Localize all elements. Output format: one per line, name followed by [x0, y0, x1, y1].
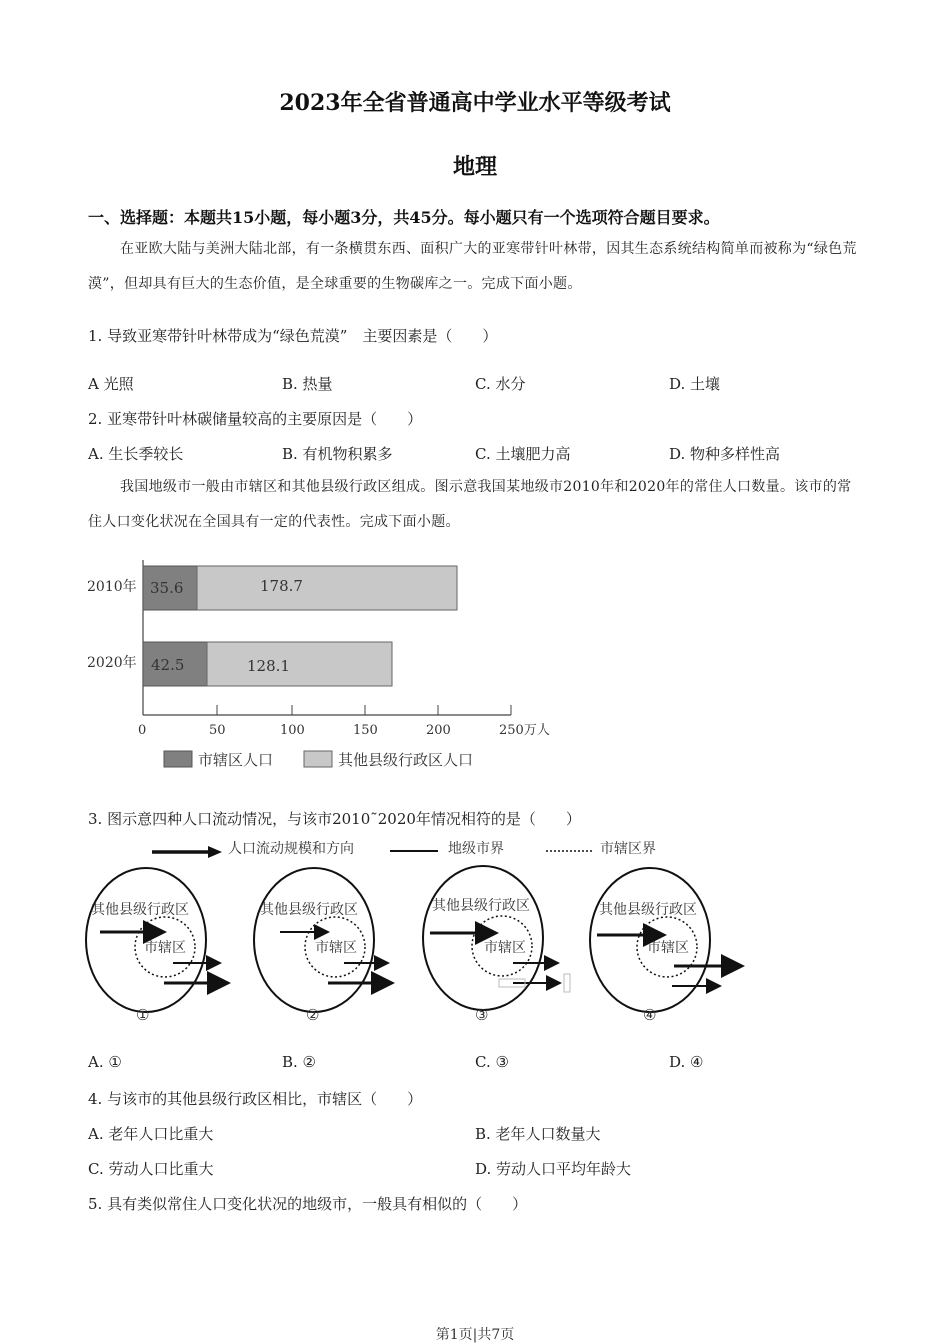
- svg-text:市辖区: 市辖区: [484, 940, 526, 956]
- subject-title: 地理: [452, 154, 497, 180]
- flow-panel-1: [86, 868, 228, 1024]
- question-5-stem: 5. 具有类似常住人口变化状况的地级市，一般具有相似的（ ）: [88, 1195, 528, 1213]
- svg-text:其他县级行政区: 其他县级行政区: [91, 902, 189, 918]
- q2-option-d[interactable]: D. 物种多样性高: [669, 445, 781, 463]
- svg-text:其他县级行政区: 其他县级行政区: [432, 898, 530, 914]
- arrow-icon: [208, 846, 222, 858]
- q4-option-a[interactable]: A. 老年人口比重大: [88, 1125, 214, 1143]
- q1-option-a[interactable]: A 光照: [88, 375, 134, 393]
- svg-text:②: ②: [306, 1006, 320, 1024]
- svg-text:其他县级行政区: 其他县级行政区: [599, 902, 697, 918]
- q2-option-b[interactable]: B. 有机物积累多: [282, 445, 393, 463]
- flow-diagram: [80, 862, 780, 1032]
- q1-option-c[interactable]: C. 水分: [475, 375, 526, 393]
- q4-option-c[interactable]: C. 劳动人口比重大: [88, 1160, 214, 1178]
- svg-text:④: ④: [643, 1006, 657, 1024]
- flow-panel-2: [254, 868, 392, 1024]
- svg-text:市辖区: 市辖区: [315, 940, 357, 956]
- svg-text:市辖区: 市辖区: [647, 940, 689, 956]
- q3-option-a[interactable]: A. ①: [88, 1053, 122, 1071]
- xtick-0: 0: [138, 723, 147, 738]
- value-2010-urban: 35.6: [150, 579, 184, 597]
- xtick-100: 100: [280, 723, 305, 738]
- flow-panel-4: [590, 868, 742, 1024]
- question-4-stem: 4. 与该市的其他县级行政区相比，市辖区（ ）: [88, 1090, 423, 1108]
- legend-solid-label: 地级市界: [448, 841, 504, 857]
- xtick-150: 150: [353, 723, 378, 738]
- label-2010: 2010年: [87, 579, 137, 595]
- q1-option-b[interactable]: B. 热量: [282, 375, 333, 393]
- passage-2: 我国地级市一般由市辖区和其他县级行政区组成。图示意我国某地级市2010年和2020年的常住人口数量。该市的常住人口变化状况在全国具有一定的代表性。完成下面小题。: [88, 479, 852, 530]
- legend-other: 其他县级行政区人口: [338, 751, 474, 769]
- section-heading: 一、选择题：本题共15小题，每小题3分，共45分。每小题只有一个选项符合题目要求。: [88, 208, 720, 227]
- legend-swatch-other: [304, 751, 332, 767]
- xtick-50: 50: [209, 723, 226, 738]
- xtick-200: 200: [426, 723, 451, 738]
- page-footer: 第1页|共7页: [435, 1327, 515, 1343]
- svg-text:③: ③: [475, 1006, 489, 1024]
- value-2020-urban: 42.5: [151, 656, 185, 674]
- question-3-stem: 3. 图示意四种人口流动情况，与该市2010˜2020年情况相符的是（ ）: [88, 810, 581, 828]
- flow-panel-3: [423, 866, 570, 1024]
- passage-1: 在亚欧大陆与美洲大陆北部，有一条横贯东西、面积广大的亚寒带针叶林带，因其生态系统结构简单而被称为“绿色荒漠”，但却具有巨大的生态价值，是全球重要的生物碳库之一。完成下面小题。: [88, 241, 857, 292]
- q3-option-c[interactable]: C. ③: [475, 1053, 509, 1071]
- xtick-250: 250万人: [499, 723, 550, 738]
- svg-text:①: ①: [136, 1006, 150, 1024]
- exam-title: 2023年全省普通高中学业水平等级考试: [279, 90, 671, 116]
- q2-option-c[interactable]: C. 土壤肥力高: [475, 445, 571, 463]
- q4-option-d[interactable]: D. 劳动人口平均年龄大: [475, 1160, 632, 1178]
- label-2020: 2020年: [87, 655, 137, 671]
- svg-text:其他县级行政区: 其他县级行政区: [260, 902, 358, 918]
- q3-option-b[interactable]: B. ②: [282, 1053, 317, 1071]
- question-1-stem: 1. 导致亚寒带针叶林带成为“绿色荒漠” 主要因素是（ ）: [88, 327, 498, 345]
- flow-legend: [80, 832, 700, 862]
- population-bar-chart: [80, 550, 580, 780]
- q1-option-d[interactable]: D. 土壤: [669, 375, 721, 393]
- legend-arrow-label: 人口流动规模和方向: [228, 841, 354, 857]
- value-2010-other: 178.7: [260, 577, 303, 595]
- q3-option-d[interactable]: D. ④: [669, 1053, 704, 1071]
- svg-text:市辖区: 市辖区: [144, 940, 186, 956]
- legend-urban: 市辖区人口: [198, 751, 274, 769]
- question-2-stem: 2. 亚寒带针叶林碳储量较高的主要原因是（ ）: [88, 410, 423, 428]
- value-2020-other: 128.1: [247, 657, 290, 675]
- q4-option-b[interactable]: B. 老年人口数量大: [475, 1125, 601, 1143]
- q2-option-a[interactable]: A. 生长季较长: [88, 445, 184, 463]
- legend-dotted-label: 市辖区界: [600, 841, 656, 857]
- legend-swatch-urban: [164, 751, 192, 767]
